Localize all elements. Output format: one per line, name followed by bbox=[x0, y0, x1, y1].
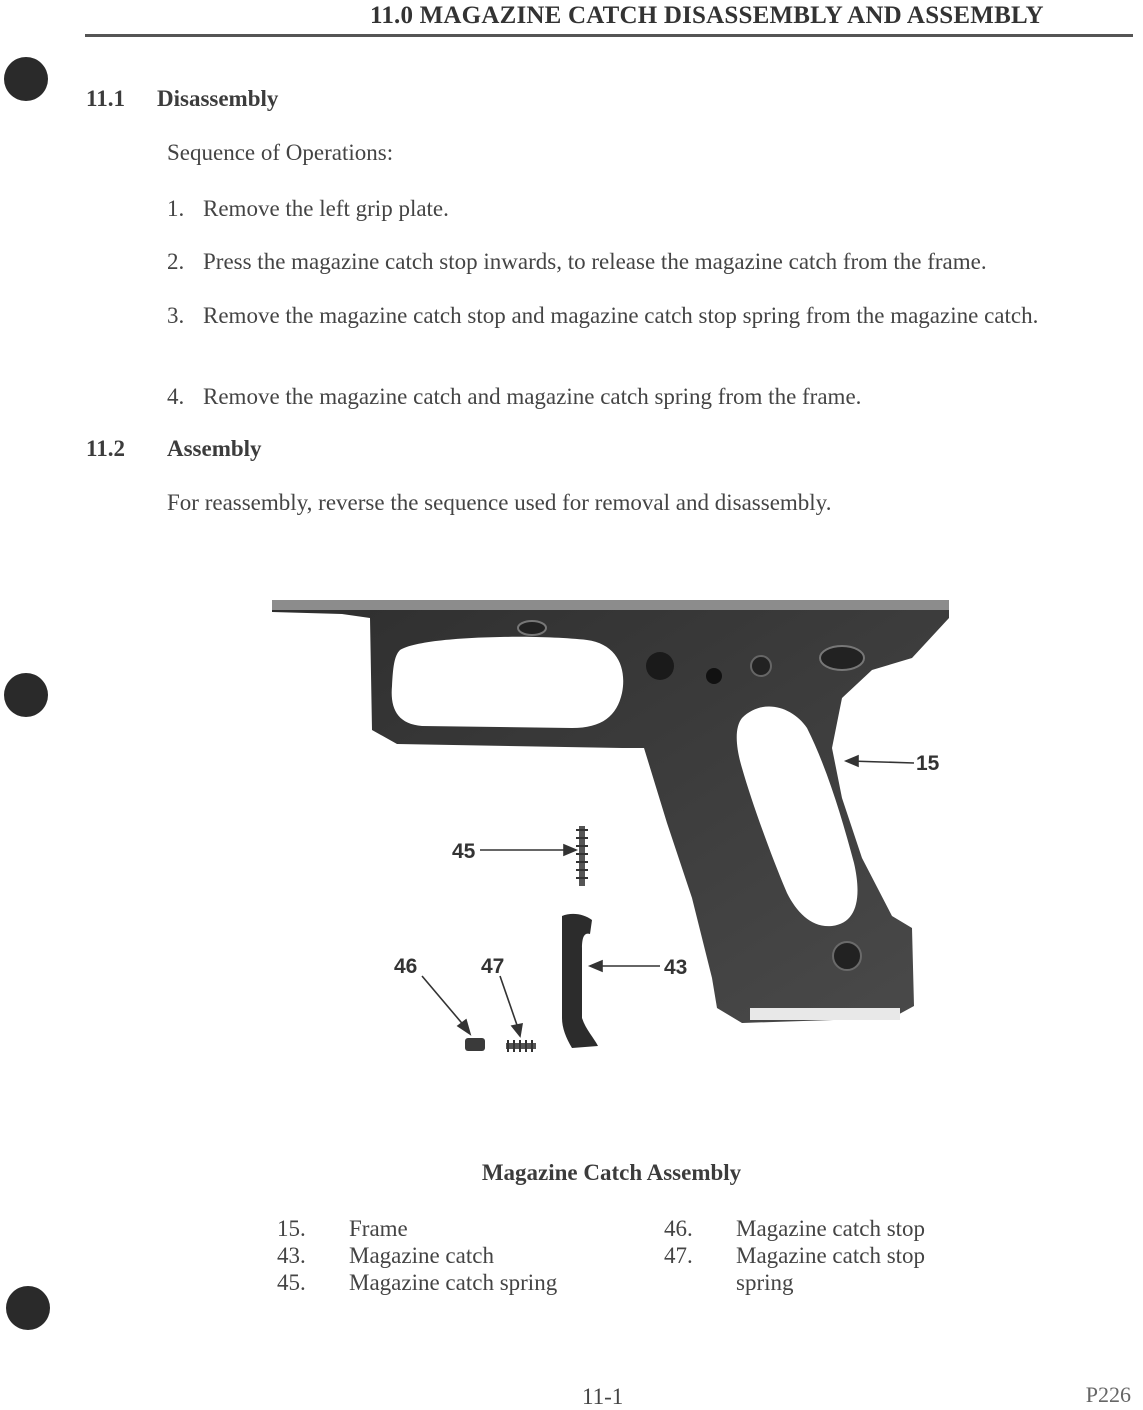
legend-label: Magazine catch bbox=[349, 1243, 494, 1268]
callout-45: 45 bbox=[452, 840, 476, 863]
legend-number: 15. bbox=[277, 1216, 306, 1241]
assembly-body: For reassembly, reverse the sequence used for removal and disassembly. bbox=[167, 490, 832, 515]
magazine-catch-part bbox=[562, 914, 598, 1048]
step-text: Remove the magazine catch and magazine catch spring from the frame. bbox=[203, 384, 862, 409]
legend-item bbox=[664, 1215, 925, 1242]
section-title-disassembly: Disassembly bbox=[157, 86, 279, 111]
binder-hole-bottom bbox=[6, 1286, 50, 1330]
step-text: Remove the magazine catch stop and magazine catch stop spring from the magazine catch. bbox=[203, 303, 1039, 328]
legend-number: 45. bbox=[277, 1270, 306, 1295]
step-item bbox=[167, 248, 1097, 275]
callout-46: 46 bbox=[394, 955, 418, 978]
section-number-disassembly: 11.1 bbox=[86, 86, 125, 111]
step-item bbox=[167, 195, 1097, 222]
page-number: 11-1 bbox=[582, 1384, 624, 1409]
legend-item bbox=[277, 1242, 494, 1269]
figure-caption: Magazine Catch Assembly bbox=[481, 1160, 742, 1185]
binder-hole-top bbox=[4, 57, 48, 101]
sequence-intro: Sequence of Operations: bbox=[167, 140, 394, 165]
legend-item bbox=[277, 1215, 408, 1242]
trigger-guard-opening bbox=[392, 637, 624, 728]
step-number: 2. bbox=[167, 249, 185, 274]
legend-label: Frame bbox=[349, 1216, 408, 1241]
step-text: Remove the left grip plate. bbox=[203, 196, 449, 221]
legend-label: Magazine catch spring bbox=[349, 1270, 558, 1295]
model-code: P226 bbox=[1085, 1382, 1131, 1407]
callout-43: 43 bbox=[664, 956, 688, 979]
step-number: 1. bbox=[167, 196, 185, 221]
legend-number: 43. bbox=[277, 1243, 306, 1268]
legend-label: Magazine catch stop bbox=[736, 1216, 926, 1241]
magazine-catch-figure bbox=[272, 598, 952, 1078]
step-number: 3. bbox=[167, 303, 185, 328]
callout-47: 47 bbox=[481, 955, 505, 978]
legend-number: 46. bbox=[664, 1216, 693, 1241]
step-item bbox=[167, 383, 1097, 410]
step-item bbox=[167, 302, 1097, 329]
legend-item bbox=[664, 1242, 964, 1296]
frame-rail bbox=[272, 600, 949, 610]
step-text: Press the magazine catch stop inwards, to release the magazine catch from the frame. bbox=[203, 249, 987, 274]
section-number-assembly: 11.2 bbox=[86, 436, 125, 461]
magazine-catch-stop-part bbox=[465, 1038, 485, 1051]
legend-label: Magazine catch stop spring bbox=[736, 1243, 926, 1295]
legend-number: 47. bbox=[664, 1243, 693, 1268]
binder-hole-middle bbox=[4, 673, 48, 717]
magazine-catch-stop-spring-part bbox=[506, 1040, 536, 1052]
page-header-title: 11.0 MAGAZINE CATCH DISASSEMBLY AND ASSEMBLY bbox=[370, 2, 1044, 29]
magazine-catch-spring-part bbox=[576, 826, 588, 886]
callout-15: 15 bbox=[916, 752, 940, 775]
step-number: 4. bbox=[167, 384, 185, 409]
legend-item bbox=[277, 1269, 557, 1296]
header-rule bbox=[85, 34, 1133, 37]
section-title-assembly: Assembly bbox=[167, 436, 262, 461]
